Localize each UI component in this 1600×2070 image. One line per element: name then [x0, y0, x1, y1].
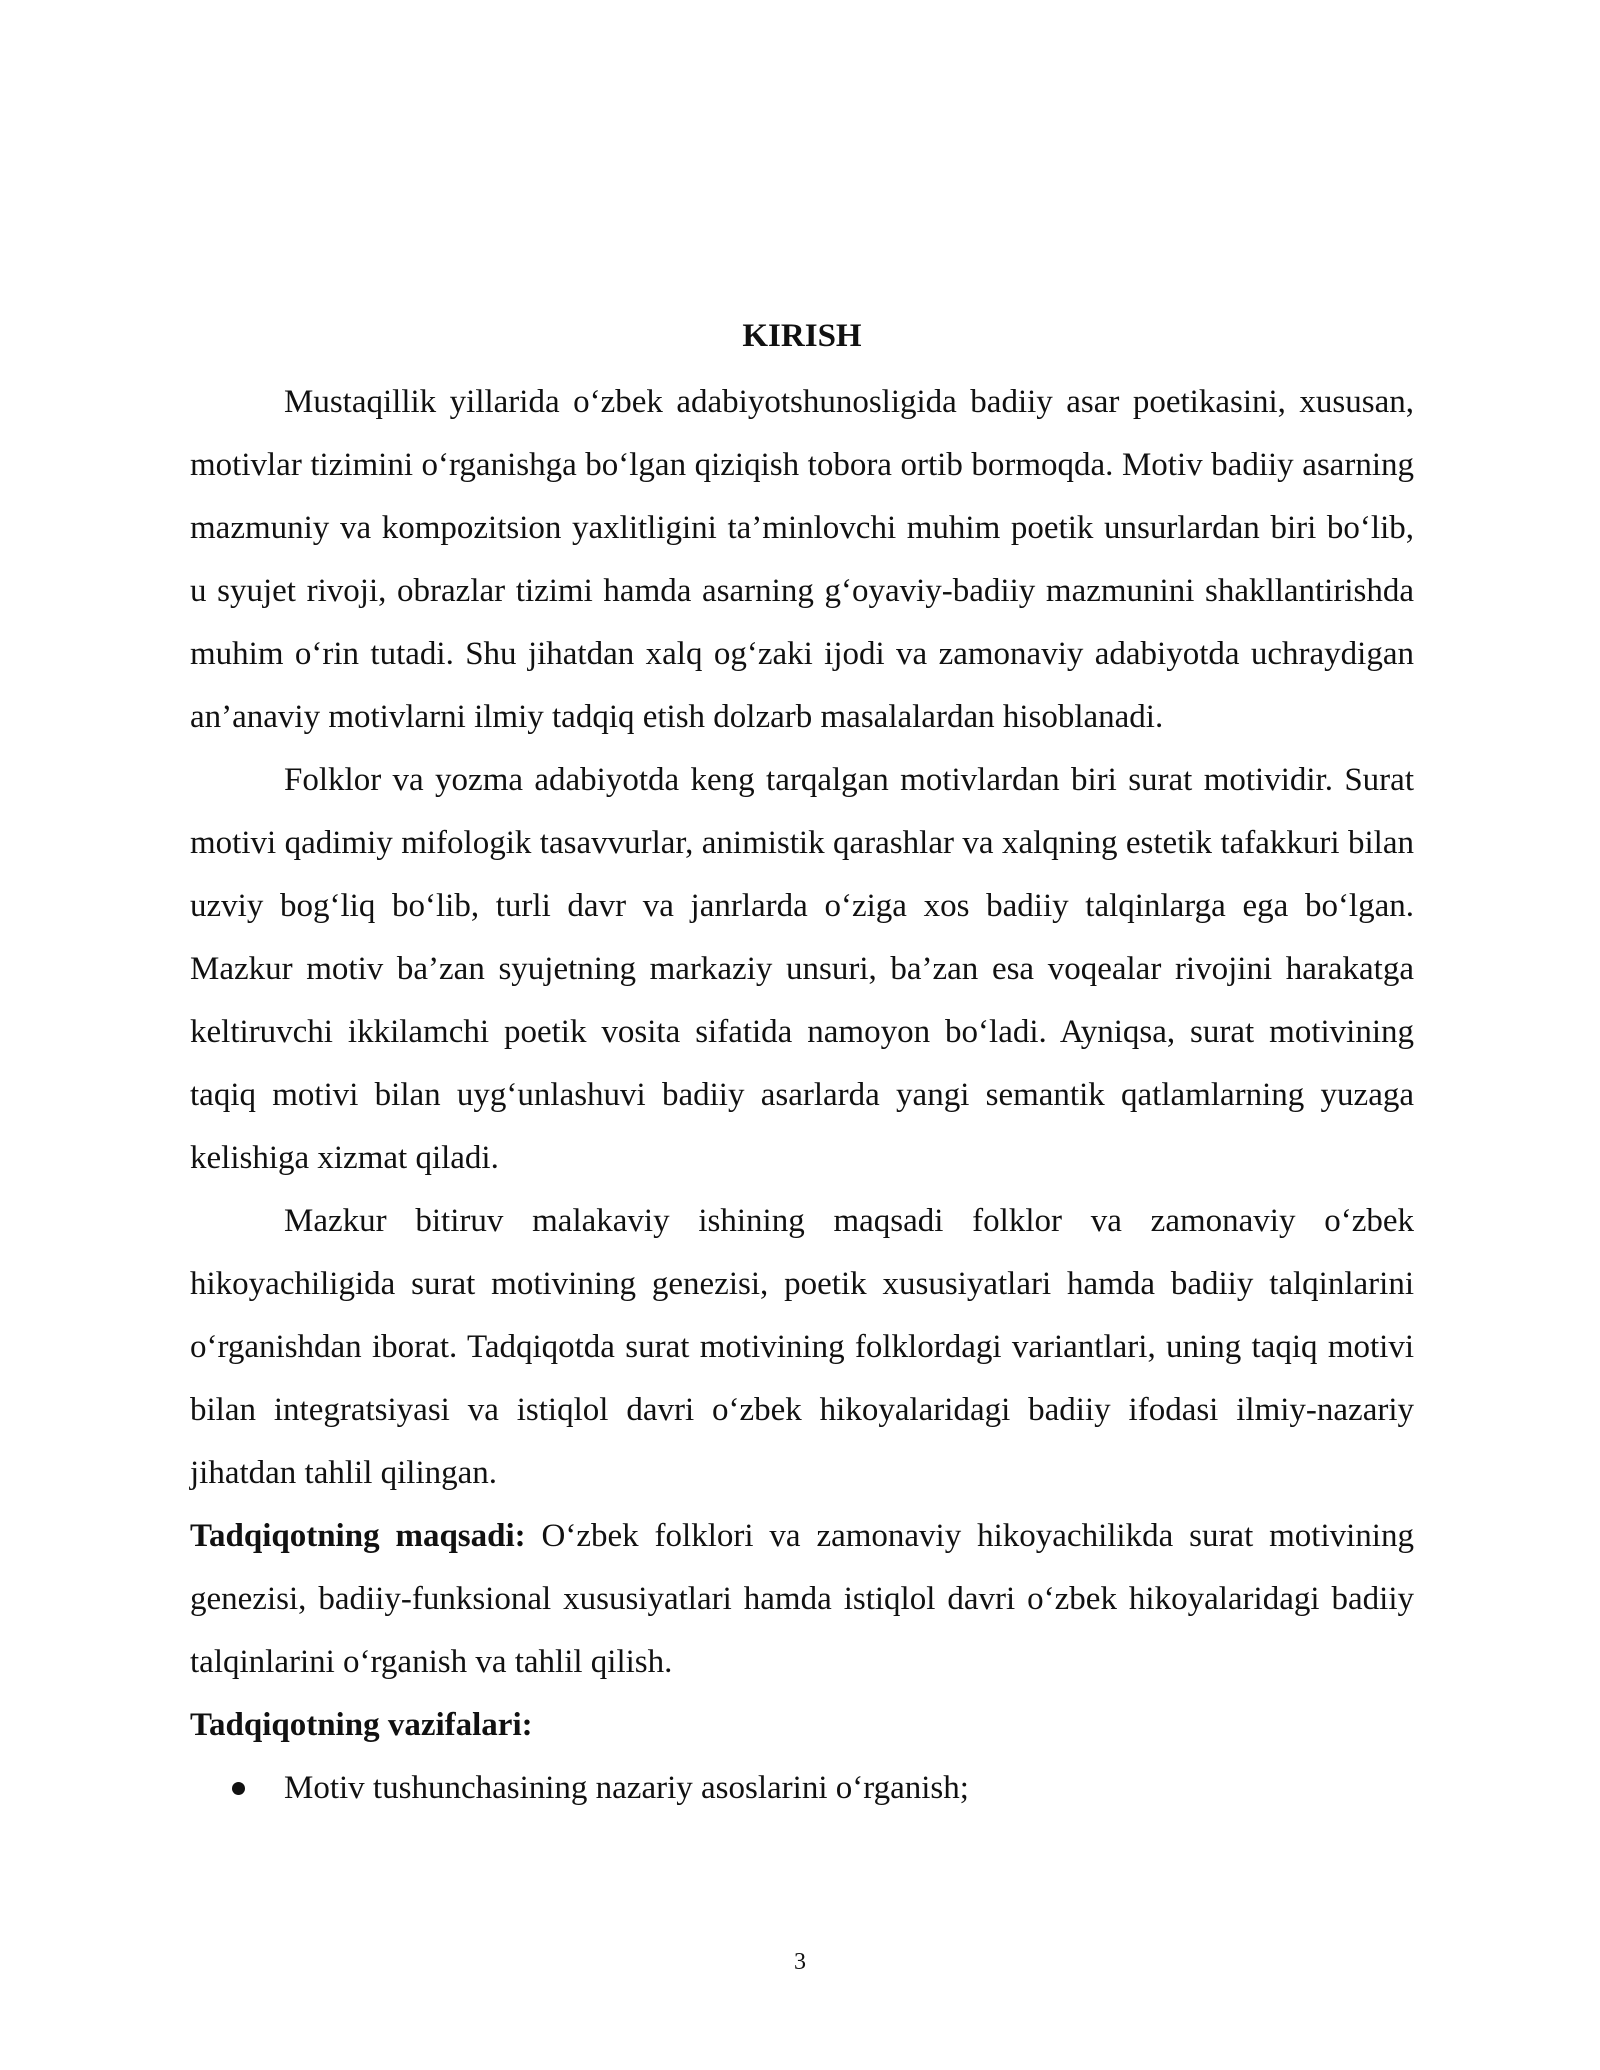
task-item-text: Motiv tushunchasining nazariy asoslarini o‘rganish; — [284, 1770, 969, 1806]
paragraph-2: Folklor va yozma adabiyotda keng tarqalgan motivlardan biri surat motividir. Surat motivi qadimiy mifologik tasavvurlar, animistik qarashlar va xalqning estetik tafakkuri bilan uzviy bog‘liq bo‘lib, turli davr va janrlarda o‘ziga xos badiiy talqinlarga ega bo‘lgan. Mazkur motiv ba’zan syujetning markaziy unsuri, ba’zan esa voqealar rivojini harakatga keltiruvchi ikkilamchi poetik vosita sifatida namoyon bo‘ladi. Ayniqsa, surat motivining taqiq motivi bilan uyg‘unlashuvi badiiy asarlarda yangi semantik qatlamlarning yuzaga kelishiga xizmat qiladi. — [190, 762, 1414, 1176]
tasks-list — [190, 1757, 1414, 1820]
aim-paragraph — [190, 1505, 1414, 1694]
paragraph-3: Mazkur bitiruv malakaviy ishining maqsadi folklor va zamonaviy o‘zbek hikoyachiligida surat motivining genezisi, poetik xususiyatlari hamda badiiy talqinlarini o‘rganishdan iborat. Tadqiqotda surat motivining folklordagi variantlari, uning taqiq motivi bilan integratsiyasi va istiqlol davri o‘zbek hikoyalaridagi badiiy ifodasi ilmiy-nazariy jihatdan tahlil qilingan. — [190, 1203, 1414, 1491]
paragraph-1: Mustaqillik yillarida o‘zbek adabiyotshunosligida badiiy asar poetikasini, xususan, motivlar tizimini o‘rganishga bo‘lgan qiziqish tobora ortib bormoqda. Motiv badiiy asarning mazmuniy va kompozitsion yaxlitligini ta’minlovchi muhim poetik unsurlardan biri bo‘lib, u syujet rivoji, obrazlar tizimi hamda asarning g‘oyaviy-badiiy mazmunini shakllantirishda muhim o‘rin tutadi. Shu jihatdan xalq og‘zaki ijodi va zamonaviy adabiyotda uchraydigan an’anaviy motivlarni ilmiy tadqiq etish dolzarb masalalardan hisoblanadi. — [190, 384, 1414, 735]
tasks-heading: Tadqiqotning vazifalari: — [190, 1707, 533, 1743]
document-page — [190, 316, 1414, 1820]
aim-text: O‘zbek folklori va zamonaviy hikoyachilikda surat motivining genezisi, badiiy-funksional xususiyatlari hamda istiqlol davri o‘zbek hikoyalaridagi badiiy talqinlarini o‘rganish va tahlil qilish. — [190, 1518, 1414, 1680]
page-title: KIRISH — [742, 318, 862, 354]
page-number: 3 — [794, 1949, 806, 1975]
task-item — [190, 1757, 1414, 1820]
aim-label: Tadqiqotning maqsadi: — [190, 1518, 526, 1554]
bullet-icon — [232, 1782, 245, 1795]
